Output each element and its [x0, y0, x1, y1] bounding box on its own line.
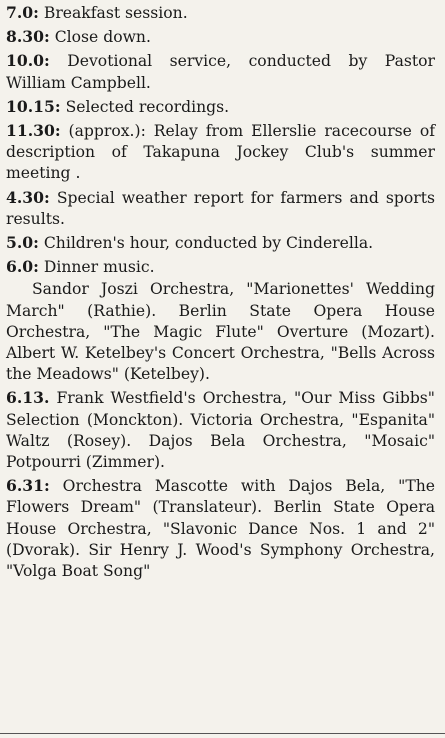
entry-text: Close down.	[54, 28, 151, 47]
entry-text: Children's hour, conducted by Cinderella.	[43, 234, 374, 253]
entry-time: 10.0:	[6, 51, 50, 71]
programme-entry	[6, 232, 435, 254]
entry-time: 4.30:	[6, 187, 50, 207]
entry-text: Sandor Joszi Orchestra, "Marionettes' Wedding March" (Rathie). Berlin State Opera House Orchestra, "The Magic Flute" Overture (Mozart). Albert W. Ketelbey's Concert Orchestra, "Bells Across the Meadows" (Ketelbey).	[6, 280, 435, 384]
entry-time: 7.0:	[6, 3, 39, 22]
entry-time: 5.0:	[6, 233, 39, 253]
entry-text: (approx.): Relay from Ellerslie racecourse of description of Takapuna Jockey Club's summer meeting .	[6, 122, 435, 183]
entry-text: Devotional service, conducted by Pastor William Campbell.	[6, 52, 435, 92]
entry-text: Dinner music.	[43, 258, 155, 277]
entry-text: Orchestra Mascotte with Dajos Bela, "The Flowers Dream" (Translateur). Berlin State Opera House Orchestra, "Slavonic Dance Nos. 1 and 2" (Dvorak). Sir Henry J. Wood's Symphony Orchestra, "Volga Boat Song"	[6, 477, 435, 581]
programme-entry	[6, 26, 435, 48]
entry-time: 10.15:	[6, 96, 61, 116]
programme-entry	[6, 120, 435, 185]
entry-text: Special weather report for farmers and sports results.	[6, 188, 435, 228]
programme-entry	[6, 187, 435, 230]
entry-time: 8.30:	[6, 27, 50, 47]
entry-time: 6.31:	[6, 476, 50, 496]
entry-time: 6.13.	[6, 388, 50, 408]
programme-entry	[6, 387, 435, 473]
programme-entry-detail	[6, 279, 435, 385]
programme-entry	[6, 96, 435, 118]
entry-text: Frank Westfield's Orchestra, "Our Miss Gibbs" Selection (Monckton). Victoria Orchestra, "Espanita" Waltz (Rosey). Dajos Bela Orchestra, "Mosaic" Potpourri (Zimmer).	[6, 389, 435, 472]
programme-entry	[6, 2, 435, 24]
column-bottom-rule	[0, 733, 445, 734]
entry-text: Breakfast session.	[43, 4, 188, 22]
entry-time: 6.0:	[6, 257, 39, 277]
entry-text: Selected recordings.	[65, 97, 230, 116]
entry-time: 11.30:	[6, 121, 61, 141]
programme-entry	[6, 50, 435, 93]
programme-entry	[6, 475, 435, 582]
programme-entry	[6, 256, 435, 278]
